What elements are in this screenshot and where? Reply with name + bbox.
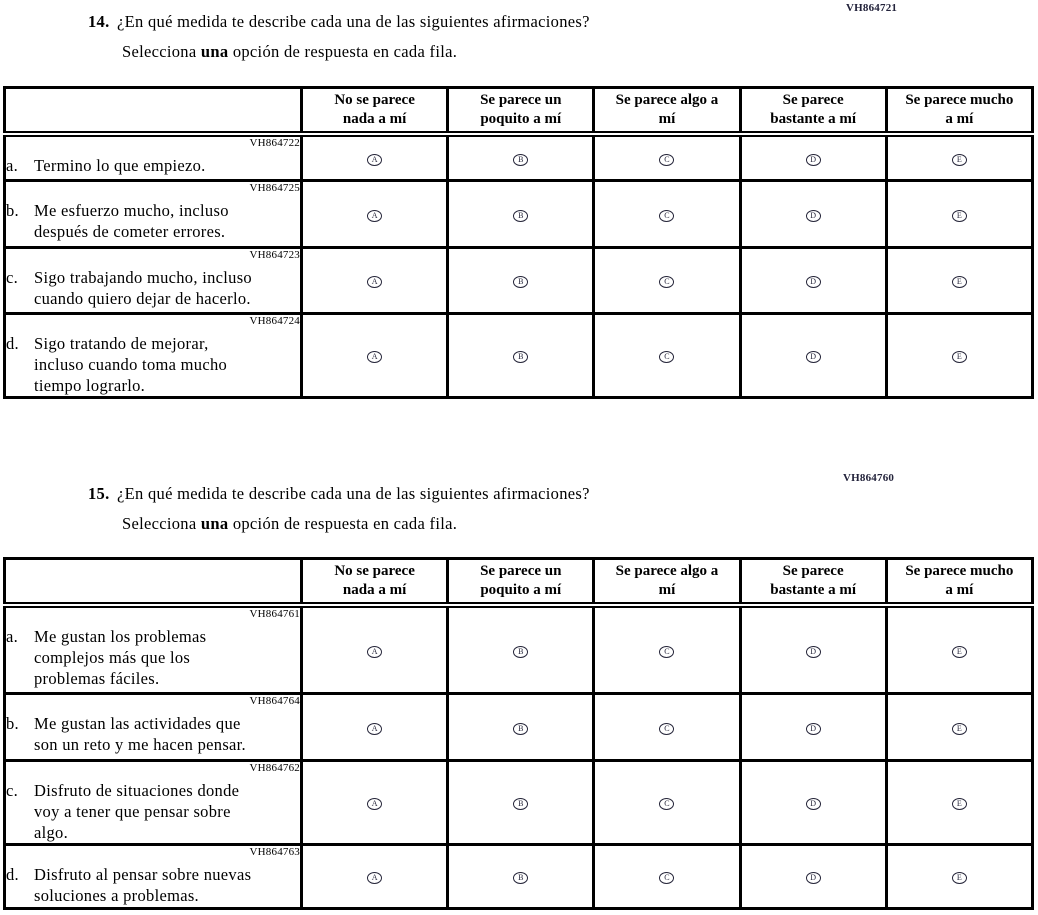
header-row [5,559,1033,606]
option-cell [448,313,594,397]
option-cell [302,760,448,844]
row-statement: Me gustan las actividades que son un reto y me hacen pensar. [34,713,246,754]
question-15-response-grid [3,557,1034,910]
option-bubble-b[interactable]: B [513,210,528,222]
option-cell [740,605,886,693]
option-bubble-a[interactable]: A [367,154,382,166]
option-cell [448,844,594,908]
option-bubble-c[interactable]: C [659,646,674,658]
row-accession-code: VH864763 [249,845,300,858]
option-bubble-b[interactable]: B [513,646,528,658]
row-letter: b. [6,713,19,733]
question-15-number: 15. [88,484,110,503]
option-bubble-e[interactable]: E [952,798,967,810]
row-letter: c. [6,267,19,287]
row-letter: d. [6,333,19,353]
option-cell [740,844,886,908]
option-cell [302,693,448,760]
option-bubble-e[interactable]: E [952,646,967,658]
row-accession-code: VH864725 [249,181,300,194]
row-accession-code: VH864723 [249,248,300,261]
table-row-d [5,313,1033,397]
option-cell [594,313,740,397]
row-letter: a. [6,156,19,175]
option-bubble-a[interactable]: A [367,210,382,222]
row-statement: Sigo trabajando mucho, incluso cuando quiero dejar de hacerlo. [34,267,252,308]
option-cell [740,134,886,180]
row-letter: a. [6,627,19,646]
question-14-instruction [122,42,457,62]
question-15-prompt-line [88,484,590,504]
row-statement: Termino lo que empiezo. [34,156,206,175]
statement-cell [5,693,302,760]
column-header-3: Se parece algo a mí [594,559,740,606]
option-bubble-a[interactable]: A [367,798,382,810]
question-15-accession-code: VH864760 [843,472,895,484]
option-cell [886,760,1032,844]
statement-cell [5,134,302,180]
option-bubble-e[interactable]: E [952,210,967,222]
column-header-3: Se parece algo a mí [594,88,740,135]
instruction-pre: Selecciona [122,42,201,61]
option-bubble-e[interactable]: E [952,723,967,735]
row-accession-code: VH864724 [249,314,300,327]
option-bubble-a[interactable]: A [367,276,382,288]
option-bubble-b[interactable]: B [513,723,528,735]
option-cell [594,134,740,180]
option-bubble-d[interactable]: D [806,646,821,658]
option-bubble-e[interactable]: E [952,276,967,288]
option-bubble-b[interactable]: B [513,351,528,363]
option-cell [448,760,594,844]
row-accession-code: VH864764 [249,694,300,707]
option-cell [594,760,740,844]
question-15-instruction [122,514,457,534]
column-header-2: Se parece un poquito a mí [448,88,594,135]
option-cell [740,693,886,760]
column-header-2: Se parece un poquito a mí [448,559,594,606]
option-cell [886,247,1032,313]
statement-cell [5,313,302,397]
option-bubble-b[interactable]: B [513,872,528,884]
option-bubble-d[interactable]: D [806,798,821,810]
option-bubble-a[interactable]: A [367,723,382,735]
column-header-4: Se parece bastante a mí [740,88,886,135]
option-cell [886,134,1032,180]
empty-stem-header [5,559,302,606]
option-bubble-b[interactable]: B [513,276,528,288]
option-bubble-e[interactable]: E [952,351,967,363]
column-header-1: No se parece nada a mí [302,559,448,606]
table-row-c [5,760,1033,844]
option-bubble-c[interactable]: C [659,798,674,810]
row-accession-code: VH864722 [249,137,300,149]
row-letter: d. [6,864,19,884]
column-header-5: Se parece mucho a mí [886,88,1032,135]
statement-cell [5,760,302,844]
option-cell [302,844,448,908]
column-header-5: Se parece mucho a mí [886,559,1032,606]
option-cell [302,605,448,693]
row-statement: Me gustan los problemas complejos más que los problemas fáciles. [34,627,207,688]
instruction-bold: una [200,514,229,533]
empty-stem-header [5,88,302,135]
option-cell [886,180,1032,247]
option-cell [448,605,594,693]
option-cell [886,313,1032,397]
option-cell [448,180,594,247]
row-statement: Sigo tratando de mejorar, incluso cuando toma mucho tiempo lograrlo. [34,333,228,395]
table-row-b [5,180,1033,247]
question-14-accession-code: VH864721 [846,2,898,14]
option-cell [302,180,448,247]
instruction-pre: Selecciona [122,514,201,533]
option-cell [302,313,448,397]
instruction-post: opción de respuesta en cada fila. [228,514,458,533]
option-cell [886,605,1032,693]
option-bubble-d[interactable]: D [806,723,821,735]
row-statement: Disfruto de situaciones donde voy a tener que pensar sobre algo. [34,780,240,842]
option-cell [448,247,594,313]
row-letter: b. [6,200,19,220]
table-row-d [5,844,1033,908]
option-cell [740,180,886,247]
option-bubble-d[interactable]: D [806,872,821,884]
option-bubble-e[interactable]: E [952,872,967,884]
instruction-bold: una [200,42,229,61]
option-cell [594,693,740,760]
statement-cell [5,180,302,247]
option-bubble-d[interactable]: D [806,210,821,222]
option-cell [594,844,740,908]
option-bubble-c[interactable]: C [659,872,674,884]
column-header-1: No se parece nada a mí [302,88,448,135]
option-cell [740,760,886,844]
row-letter: c. [6,780,19,800]
question-14-number: 14. [88,12,110,31]
option-cell [594,180,740,247]
option-cell [448,134,594,180]
question-14-prompt: ¿En qué medida te describe cada una de las siguientes afirmaciones? [117,12,590,31]
statement-cell [5,247,302,313]
option-bubble-d[interactable]: D [806,154,821,166]
option-bubble-c[interactable]: C [659,154,674,166]
question-14-prompt-line [88,12,590,32]
table-row-a [5,605,1033,693]
option-cell [302,134,448,180]
option-cell [886,844,1032,908]
option-bubble-b[interactable]: B [513,154,528,166]
table-row-b [5,693,1033,760]
option-bubble-a[interactable]: A [367,646,382,658]
option-bubble-a[interactable]: A [367,351,382,363]
instruction-post: opción de respuesta en cada fila. [228,42,458,61]
column-header-4: Se parece bastante a mí [740,559,886,606]
option-cell [302,247,448,313]
row-accession-code: VH864761 [249,608,300,620]
option-bubble-a[interactable]: A [367,872,382,884]
option-cell [594,247,740,313]
row-statement: Me esfuerzo mucho, incluso después de cometer errores. [34,200,229,241]
option-cell [594,605,740,693]
option-cell [448,693,594,760]
option-cell [886,693,1032,760]
option-bubble-c[interactable]: C [659,210,674,222]
option-bubble-c[interactable]: C [659,276,674,288]
option-bubble-e[interactable]: E [952,154,967,166]
option-bubble-b[interactable]: B [513,798,528,810]
option-bubble-c[interactable]: C [659,723,674,735]
question-14-response-grid [3,86,1034,399]
option-bubble-c[interactable]: C [659,351,674,363]
row-accession-code: VH864762 [249,761,300,774]
option-bubble-d[interactable]: D [806,276,821,288]
option-cell [740,247,886,313]
header-row [5,88,1033,135]
row-statement: Disfruto al pensar sobre nuevas soluciones a problemas. [34,864,252,905]
table-row-c [5,247,1033,313]
question-15-prompt: ¿En qué medida te describe cada una de las siguientes afirmaciones? [117,484,590,503]
option-cell [740,313,886,397]
table-row-a [5,134,1033,180]
option-bubble-d[interactable]: D [806,351,821,363]
statement-cell [5,844,302,908]
statement-cell [5,605,302,693]
